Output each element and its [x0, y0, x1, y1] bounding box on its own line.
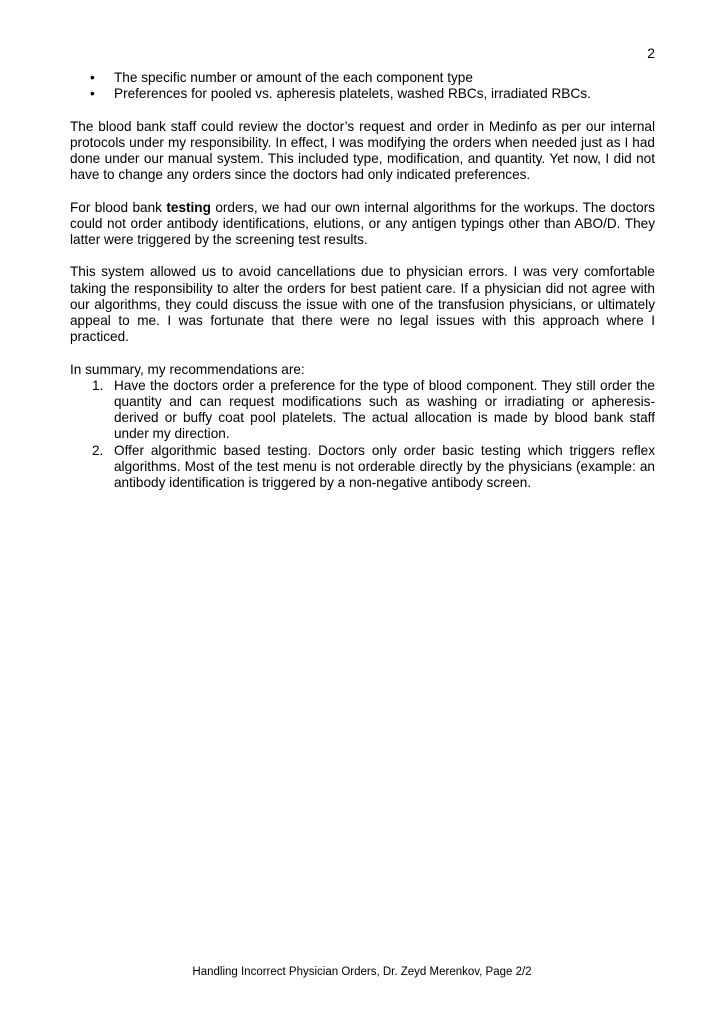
- bullet-item: [70, 70, 655, 86]
- bullet-text: The specific number or amount of the each component type: [114, 70, 473, 85]
- paragraph-review-process: The blood bank staff could review the doctor’s request and order in Medinfo as per our internal protocols under my responsibility. In effect, I was modifying the orders when needed just as I had done under our manual system. This included type, modification, and quantity. Yet now, I did not have to change any orders since the doctors had only indicated preferences.: [70, 118, 655, 183]
- recommendation-item: [70, 443, 655, 492]
- bullet-text: Preferences for pooled vs. apheresis platelets, washed RBCs, irradiated RBCs.: [114, 86, 591, 102]
- bullet-icon: •: [90, 86, 95, 102]
- recommendations-list: [70, 378, 655, 491]
- recommendation-text: Offer algorithmic based testing. Doctors only order basic testing which triggers reflex algorithms. Most of the test menu is not orderable directly by the physicians (example: an antibody identification is triggered by a non-negative antibody screen.: [114, 442, 655, 491]
- bullet-icon: •: [90, 70, 95, 85]
- list-number: 1.: [92, 377, 104, 393]
- bullet-list: [70, 70, 655, 102]
- page-number: 2: [647, 45, 655, 61]
- page-footer: Handling Incorrect Physician Orders, Dr. Zeyd Merenkov, Page 2/2: [192, 966, 532, 978]
- document-body: [70, 70, 655, 491]
- bullet-item: [70, 86, 655, 102]
- summary-intro: In summary, my recommendations are:: [70, 361, 305, 377]
- paragraph-text: For blood bank: [70, 199, 167, 215]
- paragraph-system-benefits: This system allowed us to avoid cancellations due to physician errors. I was very comfortable taking the responsibility to alter the orders for best patient care. If a physician did not agree with our algorithms, they could discuss the issue with one of the transfusion physicians, or ultimately appeal to me. I was fortunate that there were no legal issues with this approach where I practiced.: [70, 264, 655, 345]
- paragraph-text: orders, we had our own internal algorithms for the workups. The doctors could not order antibody identifications, elutions, or any antigen typings other than ABO/D. They latter were triggered by the screening test results.: [70, 199, 655, 247]
- recommendation-text: Have the doctors order a preference for the type of blood component. They still order the quantity and can request modifications such as washing or irradiating or apheresis-derived or buffy coat pool platelets. The actual allocation is made by blood bank staff under my direction.: [114, 377, 655, 442]
- recommendation-item: [70, 378, 655, 443]
- bold-term-testing: testing: [166, 199, 211, 215]
- paragraph-testing-orders: [70, 200, 655, 249]
- list-number: 2.: [92, 442, 104, 458]
